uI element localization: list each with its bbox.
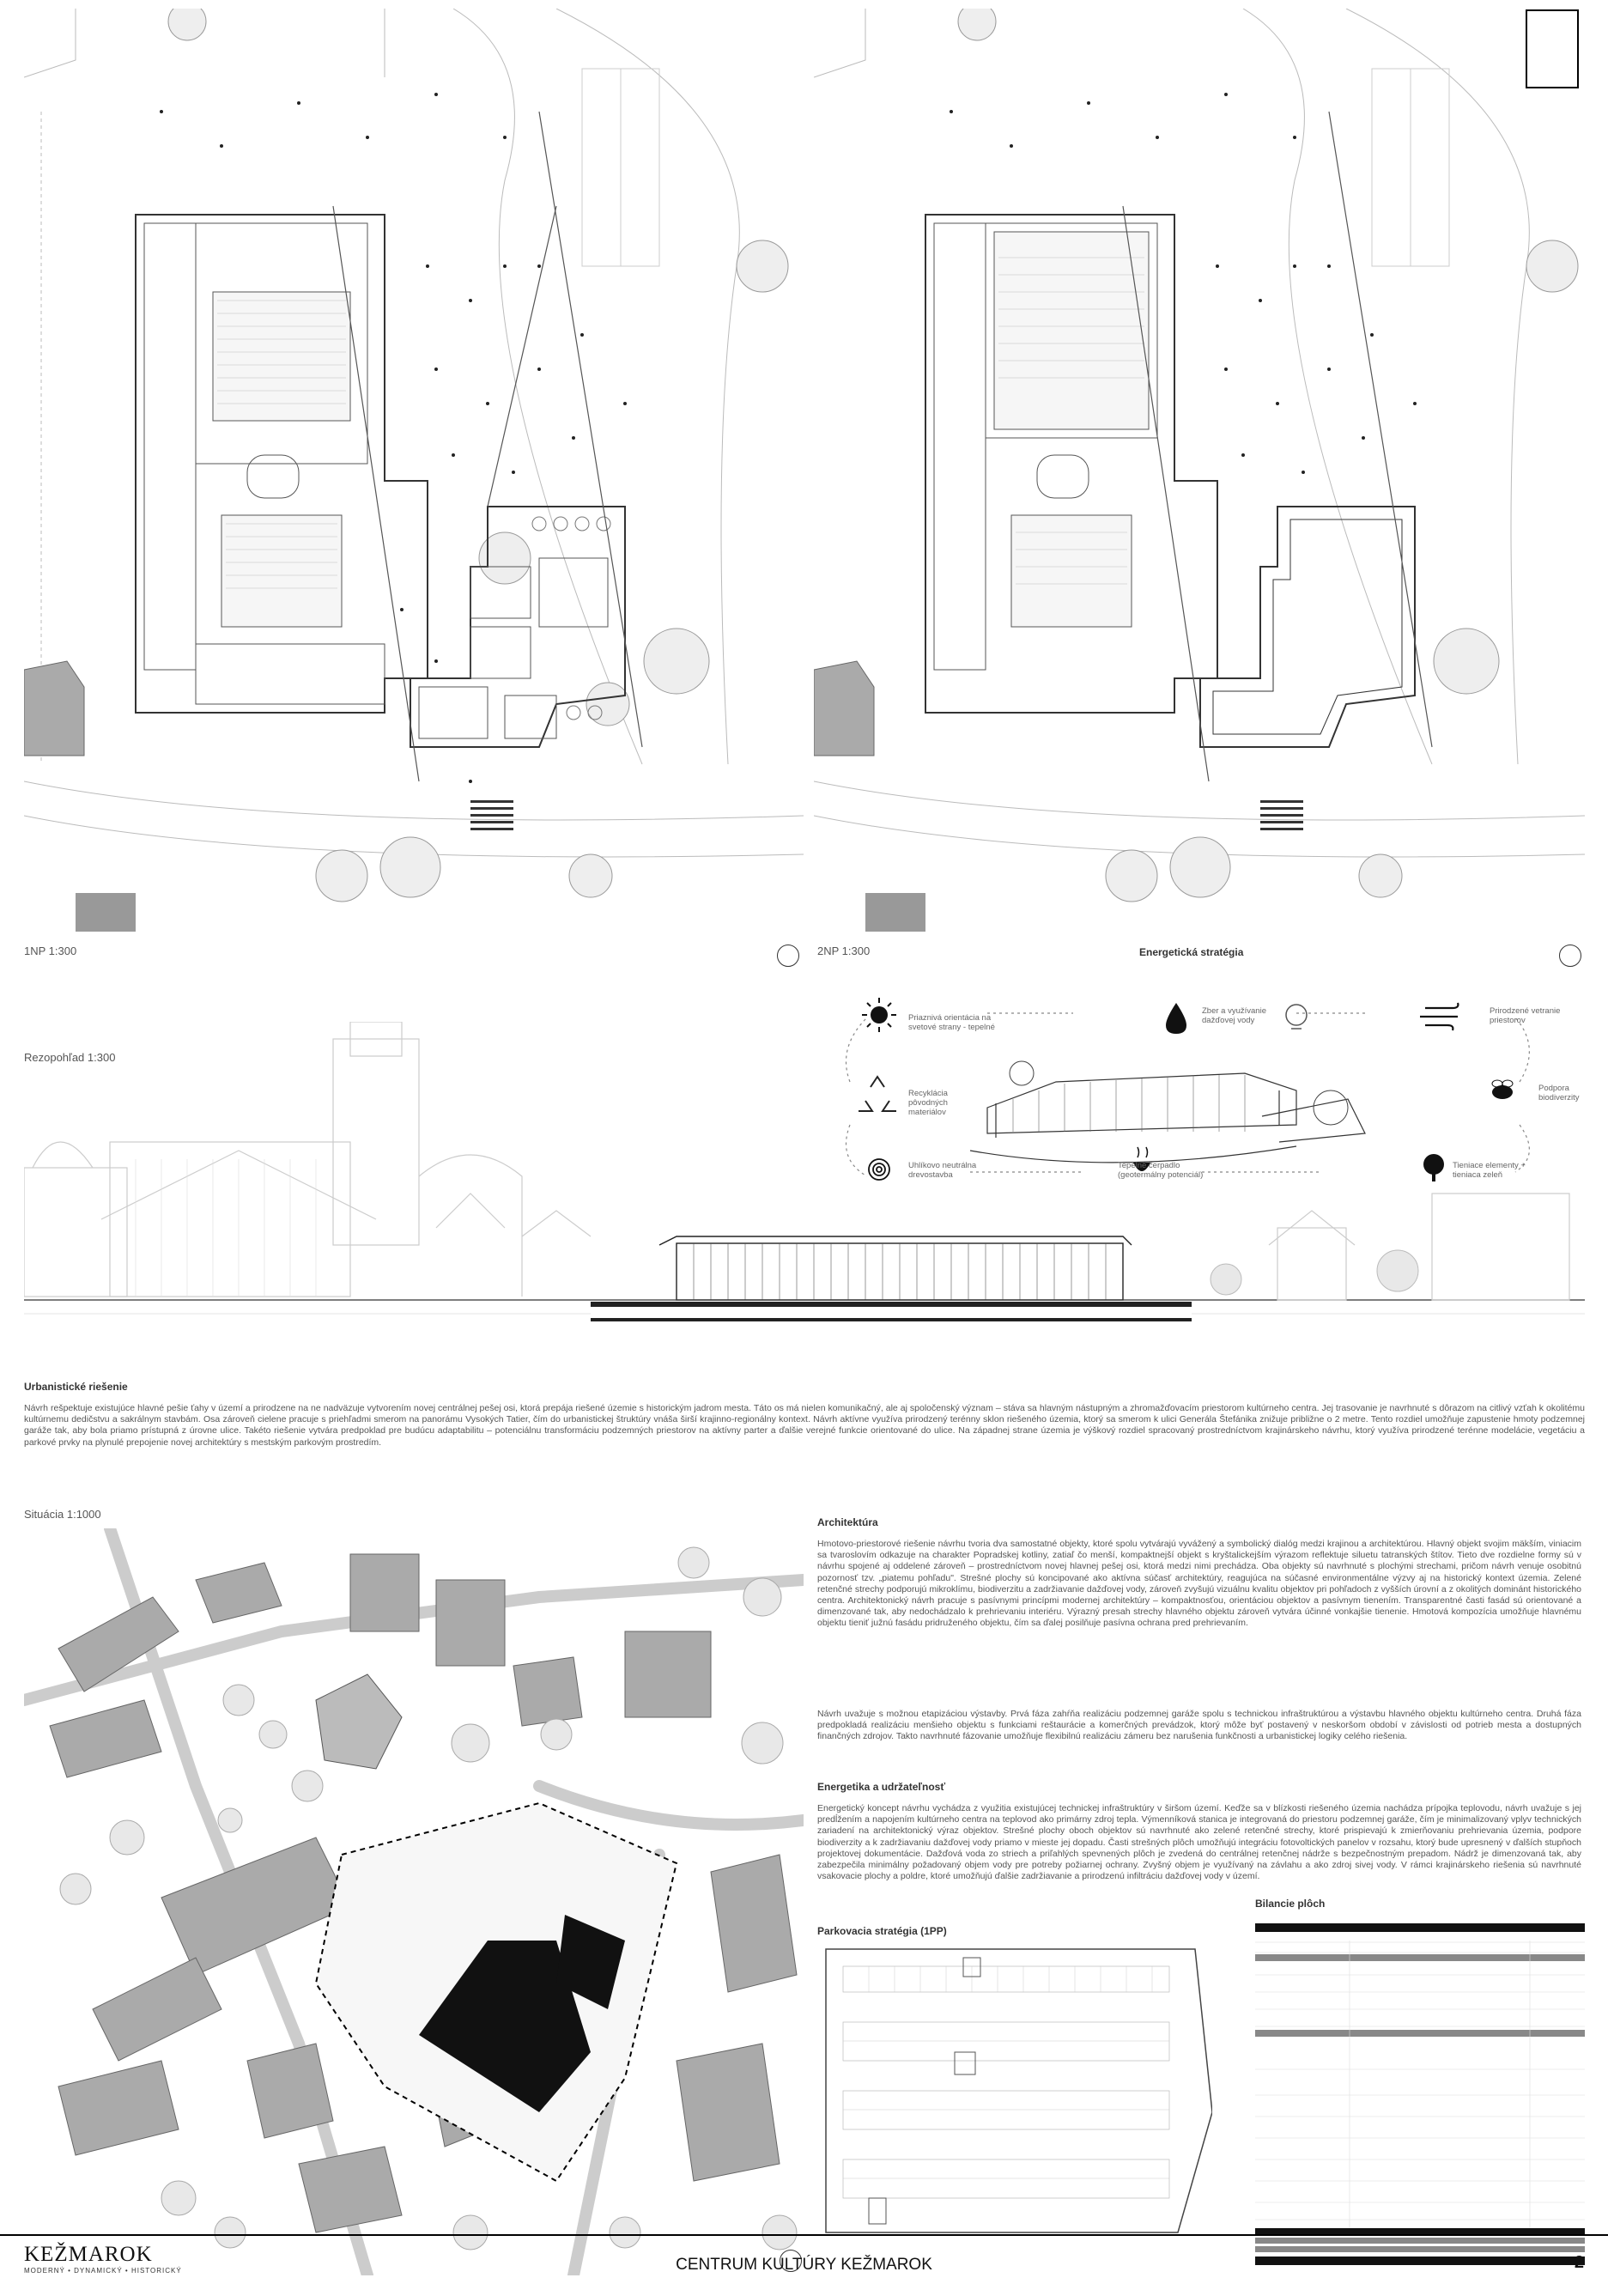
energy-item-5: Podpora biodiverzity bbox=[1538, 1084, 1580, 1102]
situation-label: Situácia 1:1000 bbox=[24, 1508, 101, 1521]
water-drop-icon bbox=[1166, 1003, 1186, 1034]
elevation-label: Rezopohľad 1:300 bbox=[24, 1051, 116, 1064]
urban-title: Urbanistické riešenie bbox=[24, 1381, 128, 1393]
ground-floor-plan-drawing bbox=[24, 9, 804, 932]
architecture-title: Architektúra bbox=[817, 1516, 878, 1528]
wood-rings-icon bbox=[869, 1159, 889, 1180]
energy-item-2: Zber a využívanie dažďovej vody bbox=[1202, 1006, 1266, 1025]
energy-item-1: Priaznivá orientácia na svetové strany - tepelné bbox=[908, 1013, 995, 1032]
wind-icon bbox=[1420, 1003, 1458, 1030]
energy-item-7: Tepelné čerpadlo (geotermálny potenciál) bbox=[1118, 1161, 1204, 1180]
second-floor-plan bbox=[814, 9, 1585, 932]
ground-floor-plan bbox=[24, 9, 804, 932]
tree-icon bbox=[1423, 1154, 1444, 1181]
sustainability-title: Energetika a udržateľnosť bbox=[817, 1781, 946, 1793]
architecture-text-1: Hmotovo-priestorové riešenie návrhu tvoria dva samostatné objekty, ktoré spolu vytvárajú vyvážený a symbolický dialóg medzi krajinou a architektúrou. Hlavný objekt svojim mäkším, viniacim sa tvaroslovím odkazuje na charakter Popradskej kotliny, zatiaľ čo menší, kompaktnejší objekt s kryštalickejším výrazom reflektuje siluetu tatranských štítov. Tieto dve rozdielne formy sú v návrhu spojené aj oddelené zároveň – prostredníctvom novej hlavnej pešej osi, ktorá medzi nimi prechádza. Oba objekty sú navrhnuté s plochými strechami, pričom návrh venuje osobitnú pozornosť tzv. „piatemu pohľadu". Strešné plochy sú koncipované ako aktívna súčasť architektúry, reagujúca na súčasné environmentálne výzvy aj na historický kontext územia. Zelené retenčné strechy podporujú mikroklímu, biodiverzitu a zadržiavanie dažďovej vody, zároveň zvyšujú vizuálnu kvalitu objektov pri pohľadoch z vyšších úrovní a z okolitých dominánt historického centra. Architektonický návrh pracuje s pasívnymi princípmi modernej architektúry – kompaktnosťou, orientáciou objektov a pasívnym tienením. Transparentné časti fasád sú orientované a dimenzované tak, aby nedochádzalo k prehrievaniu interiéru. Výrazný presah strechy hlavného objektu zároveň vytvára účinné vonkajšie tienenie. Hmotová kompozícia umožňuje hlavnému objektu tieniť južnú fasádu pridruženého objektu, čím sa ďalej posilňuje pasívna ochrana pred prehrievaním. bbox=[817, 1539, 1581, 1629]
logo-title: KEŽMAROK bbox=[24, 2243, 153, 2266]
page-number: 2 bbox=[1574, 2253, 1584, 2272]
situation-svg bbox=[24, 1528, 804, 2275]
second-floor-plan-drawing bbox=[814, 9, 1585, 932]
footer-divider bbox=[0, 2234, 1608, 2236]
bulb-icon bbox=[1286, 1005, 1307, 1029]
situation-map bbox=[24, 1528, 804, 2275]
parking-plan bbox=[817, 1941, 1212, 2250]
energy-item-4: Recyklácia pôvodných materiálov bbox=[908, 1089, 948, 1117]
energy-strategy-title: Energetická stratégia bbox=[1139, 946, 1244, 958]
north-box bbox=[1526, 10, 1578, 88]
balance-table-svg bbox=[1255, 1923, 1585, 2267]
parking-svg bbox=[817, 1941, 1212, 2250]
second-floor-label: 2NP 1:300 bbox=[817, 945, 871, 957]
balance-title: Bilancie plôch bbox=[1255, 1898, 1326, 1910]
parking-title: Parkovacia stratégia (1PP) bbox=[817, 1925, 947, 1937]
logo-subtitle: MODERNÝ • DYNAMICKÝ • HISTORICKÝ bbox=[24, 2267, 182, 2275]
sun-icon bbox=[862, 998, 896, 1032]
recycle-icon bbox=[859, 1077, 896, 1111]
north-arrow-icon bbox=[777, 945, 799, 967]
project-title: CENTRUM KULTÚRY KEŽMAROK bbox=[676, 2256, 932, 2274]
north-arrow-icon-2 bbox=[1559, 945, 1581, 967]
ground-floor-label: 1NP 1:300 bbox=[24, 945, 77, 957]
bee-icon bbox=[1492, 1080, 1513, 1099]
energy-item-3: Prirodzené vetranie priestorov bbox=[1490, 1006, 1561, 1025]
architecture-text-2: Návrh uvažuje s možnou etapizáciou výstavby. Prvá fáza zahŕňa realizáciu podzemnej garáže spolu s technickou infraštruktúrou a výstavbu hlavného objektu kultúrneho centra. Druhá fáza predpokladá realizáciu menšieho objektu s funkciami reštaurácie a komerčných prevádzok, ktorý môže byť postavený v neskoršom období v závislosti od potrieb mesta a dostupných finančných zdrojov. Takto navrhnuté fázovanie umožňuje flexibilnú realizáciu zámeru bez narušenia funkčnosti a urbanistickej logiky celého riešenia. bbox=[817, 1709, 1581, 1742]
urban-text: Návrh rešpektuje existujúce hlavné pešie ťahy v území a prirodzene na ne nadväzuje vytvorením novej centrálnej pešej osi, ktorá prepája riešené územie s historickým jadrom mesta. Táto os má nielen komunikačný, ale aj spoločenský význam – stáva sa hlavným nástupným a zhromažďovacím priestorom kultúrneho centra. Jej trasovanie je navrhnuté s dôrazom na citlivý vzťah k okolitému kultúrnemu dedičstvu a sakrálnym stavbám. Osa zároveň cielene pracuje s priehľadmi smerom na panorámu Vysokých Tatier, čím do urbanistickej štruktúry vnáša širší krajinno-regionálny kontext. Návrh aktívne využíva prirodzený terénny sklon riešeného územia, ktorý sa smerom k ulici Generála Štefánika znižuje približne o 2 metre. Tento rozdiel umožňuje zapustenie hmoty podzemnej garáže tak, aby bola priamo prístupná z úrovne ulice. Takéto riešenie vytvára predpoklad pre budúcu adaptabilitu – potenciálnu transformáciu podzemných priestorov na aktívny parter a ďalšie verejné funkcie orientované do ulice. Na západnej strane územia je výškový rozdiel spracovaný prostredníctvom krajinárskeho návrhu, ktorý využíva prirodzené terénne modelácie, vegetáciu a parkové prvky na plynulé prepojenie novej architektúry s mestským parkovým prostredím. bbox=[24, 1403, 1585, 1448]
energy-item-6: Uhlíkovo neutrálna drevostavba bbox=[908, 1161, 977, 1180]
energy-item-8: Tieniace elementy + tieniaca zeleň bbox=[1453, 1161, 1526, 1180]
balance-table bbox=[1255, 1923, 1585, 2267]
sustainability-text: Energetický koncept návrhu vychádza z využitia existujúcej technickej infraštruktúry v širšom území. Keďže sa v blízkosti riešeného územia nachádza prípojka teplovodu, návrh uvažuje s jej predĺžením a napojením kultúrneho centra na teplovod ako primárny zdroj tepla. Výmenníková stanica je integrovaná do priestoru podzemnej garáže, čím je minimalizovaný vplyv technických zariadení na architektonický výraz objektov. Strešné plochy oboch objektov sú navrhnuté ako zelené retenčné strechy, ktoré prispievajú k zmierňovaniu prehrievania územia, podpore biodiverzity a k zadržiavaniu dažďovej vody priamo v mieste jej dopadu. Časti strešných plôch umožňujú integráciu fotovoltických panelov v rozsahu, ktorý bude upresnený v ďalších stupňoch projektovej dokumentácie. Dažďová voda zo striech a priľahlých spevnených plôch je zvedená do centrálnej retenčnej nádrže s bezpečnostným prepadom. Nádrž je dimenzovaná tak, aby zabezpečila minimálny požadovaný objem vody pre potreby požiarnej ochrany. Zvyšný objem je využívaný na závlahu a ako zdroj sivej vody. V rámci krajinárskeho riešenia sú navrhnuté vsakovacie plochy a poldre, ktoré umožňujú ďalšie zadržiavanie a prirodzenú infiltráciu dažďovej vody v území. bbox=[817, 1803, 1581, 1882]
